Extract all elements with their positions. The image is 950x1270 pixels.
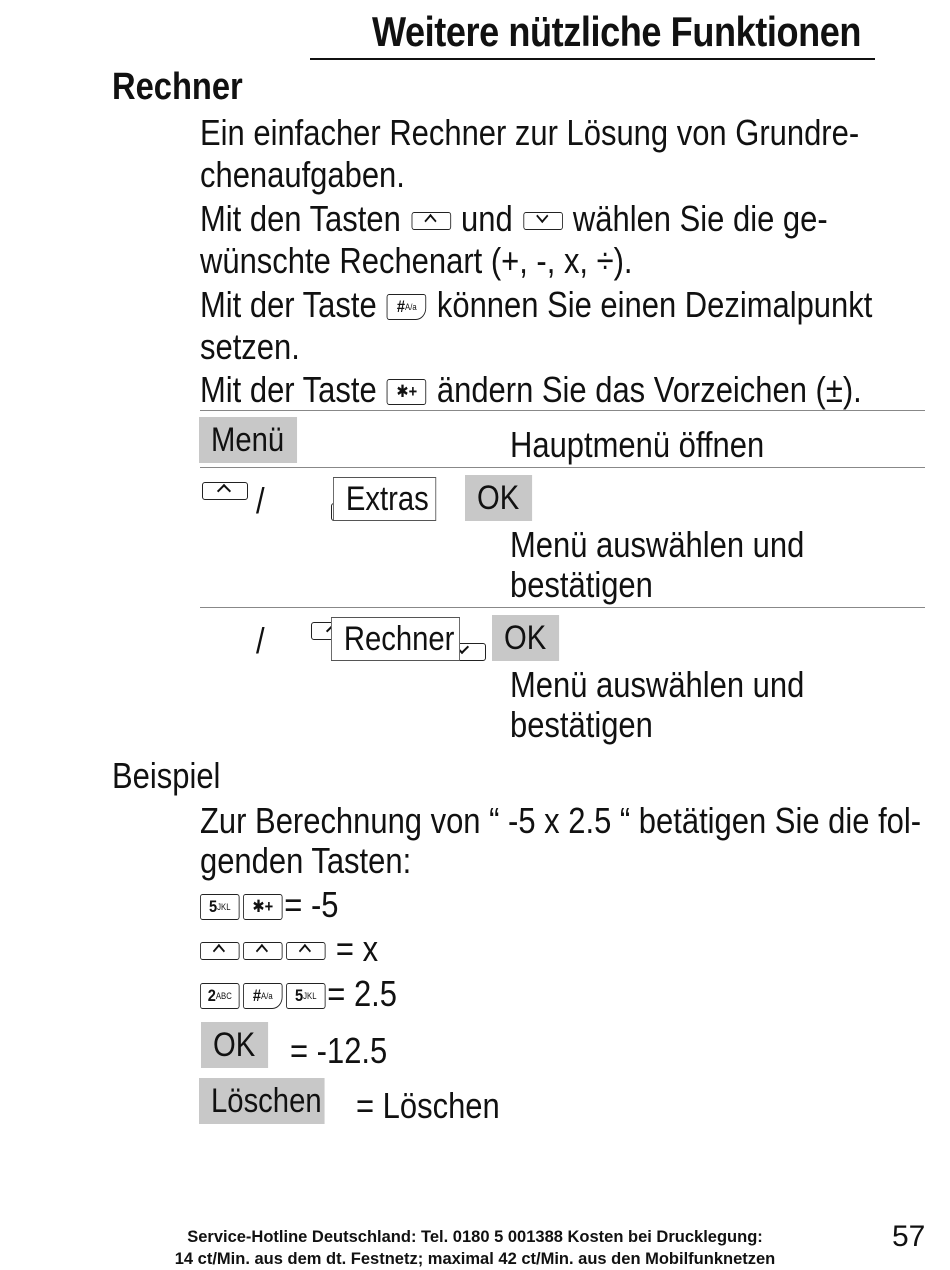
intro-line-7-text-b: ändern Sie das Vorzeichen (±). [436,369,862,410]
slash-separator: / [256,480,265,521]
page-header-title: Weitere nützliche Funktionen [372,8,862,55]
example-row-5-result: = Löschen [356,1085,500,1126]
example-intro-line-1: Zur Berechnung von “ -5 x 2.5 “ betätigen Sie die fol- [200,800,922,841]
extras-menu-item[interactable]: Extras [333,477,436,521]
hash-key-label: # [252,986,262,1006]
intro-line-6: setzen. [200,326,300,367]
intro-line-2: chenaufgaben. [200,154,405,195]
header-rule [310,58,875,60]
intro-line-5-text-a: Mit der Taste [200,284,377,325]
up-key-icon [286,942,326,960]
example-row-3-result: = 2.5 [327,973,398,1014]
hash-key-label: # [396,297,406,317]
menu-softkey[interactable]: Menü [199,417,297,463]
intro-line-3-text-b: und [461,198,513,239]
star-key-icon: ✱+ [387,379,427,405]
table-divider [200,410,925,411]
intro-line-1: Ein einfacher Rechner zur Lösung von Grundre- [200,112,860,153]
five-key-icon [286,983,326,1009]
hash-key-sublabel: A/a [405,302,417,313]
table-divider [200,607,925,608]
step-1-description: Hauptmenü öffnen [510,424,765,465]
five-key-label: 5 [209,897,218,917]
intro-line-3-text-c: wählen Sie die ge- [572,198,828,239]
five-key-sublabel: JKL [303,991,317,1002]
hash-key-icon [243,983,283,1009]
table-divider [200,467,925,468]
example-row-2-result: = x [335,928,379,969]
ok-softkey[interactable]: OK [465,475,532,521]
example-row-1-result: = -5 [284,884,339,925]
step-3-description-line-2: bestätigen [510,704,653,745]
two-key-sublabel: ABC [215,991,232,1002]
intro-line-3-text-a: Mit den Tasten [200,198,401,239]
intro-line-7-text-a: Mit der Taste [200,369,377,410]
five-key-icon [200,894,240,920]
example-row-2 [200,928,378,970]
footer-line-2: 14 ct/Min. aus dem dt. Festnetz; maximal 42 ct/Min. aus den Mobilfunknetzen [174,1250,776,1268]
up-key-icon [202,482,248,500]
rechner-menu-item[interactable]: Rechner [331,617,460,661]
ok-softkey[interactable]: OK [201,1022,268,1068]
slash-separator: / [256,620,265,661]
up-key-icon [243,942,283,960]
intro-line-5 [200,284,872,326]
intro-line-7 [200,369,862,411]
star-key-icon: ✱+ [243,894,283,920]
step-2-description-line-1: Menü auswählen und [510,524,805,565]
up-key-icon [411,212,451,230]
footer-line-1: Service-Hotline Deutschland: Tel. 0180 5 001388 Kosten bei Drucklegung: [187,1228,763,1246]
down-key-icon [523,212,563,230]
example-heading: Beispiel [112,755,221,796]
five-key-sublabel: JKL [217,902,231,913]
example-row-1 [200,884,339,926]
step-2-description-line-2: bestätigen [510,564,653,605]
up-key-icon [200,942,240,960]
example-row-3 [200,973,397,1015]
page-number: 57 [892,1220,926,1253]
hash-key-sublabel: A/a [261,991,273,1002]
footer-hotline [150,1226,800,1270]
five-key-label: 5 [295,986,304,1006]
step-3-description-line-1: Menü auswählen und [510,664,805,705]
intro-line-4: wünschte Rechenart (+, -, x, ÷). [200,240,633,281]
two-key-icon [200,983,240,1009]
section-title: Rechner [112,66,243,108]
intro-line-5-text-b: können Sie einen Dezimalpunkt [436,284,873,325]
hash-key-icon [387,294,427,320]
example-row-4-result: = -12.5 [290,1030,388,1071]
ok-softkey[interactable]: OK [492,615,559,661]
delete-softkey[interactable]: Löschen [199,1078,325,1124]
two-key-label: 2 [207,986,216,1006]
example-intro-line-2: genden Tasten: [200,840,412,881]
intro-line-3 [200,198,828,240]
